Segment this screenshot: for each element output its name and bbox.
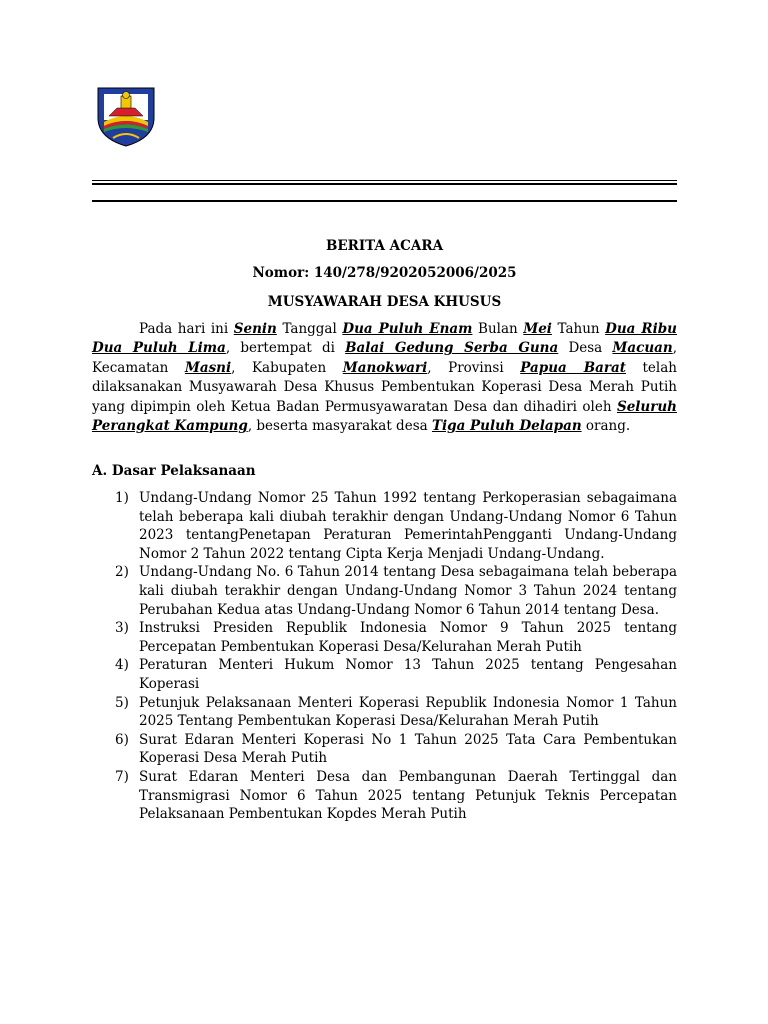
header-rule-top bbox=[92, 180, 677, 181]
regency-name: Manokwari bbox=[342, 359, 428, 376]
attendee-count: Tiga Puluh Delapan bbox=[431, 418, 582, 435]
opening-paragraph bbox=[92, 320, 677, 436]
list-item bbox=[92, 563, 677, 619]
item-number: 3) bbox=[115, 620, 129, 637]
list-item bbox=[92, 656, 677, 693]
item-text: Surat Edaran Menteri Desa dan Pembangunan Daerah Tertinggal dan Transmigrasi Nomor 6 Tahun 2025 tentang Petunjuk Teknis Percepatan Pelaksanaan Pembentukan Kopdes Merah Putih bbox=[139, 768, 677, 823]
item-text: Petunjuk Pelaksanaan Menteri Koperasi Republik Indonesia Nomor 1 Tahun 2025 Tentang Pembentukan Koperasi Desa/Kelurahan Merah Putih bbox=[139, 694, 677, 730]
meeting-day: Senin bbox=[233, 321, 277, 337]
item-number: 2) bbox=[115, 564, 129, 581]
district-name: Masni bbox=[184, 359, 232, 376]
text-run: Tahun bbox=[551, 321, 606, 337]
item-number: 7) bbox=[115, 768, 129, 785]
item-text: Undang-Undang Nomor 25 Tahun 1992 tentang Perkoperasian sebagaimana telah beberapa kali diubah terakhir dengan Undang-Undang Nomor 6 Tahun 2023 tentangPenetapan Peraturan PemerintahPengganti Undang-Undang Nomor 2 Tahun 2022 tentang Cipta Kerja Menjadi Undang-Undang. bbox=[139, 490, 677, 562]
meeting-year: Dua Ribu Dua Puluh Lima bbox=[92, 321, 678, 357]
document-title: BERITA ACARA bbox=[325, 238, 444, 254]
list-item bbox=[92, 619, 677, 656]
regional-emblem-icon bbox=[95, 86, 157, 148]
list-item bbox=[92, 768, 677, 824]
section-heading: A. Dasar Pelaksanaan bbox=[92, 463, 256, 479]
item-number: 1) bbox=[115, 490, 129, 506]
text-run: telah dilaksanakan Musyawarah Desa Khusus Pembentukan Koperasi Desa Merah Putih yang dipimpin oleh Ketua Badan Permusyawaratan Desa dan dihadiri oleh bbox=[92, 359, 677, 415]
list-item bbox=[92, 731, 677, 768]
text-run: , Provinsi bbox=[427, 359, 521, 376]
text-run: , bertempat di bbox=[225, 340, 346, 357]
item-number: 4) bbox=[115, 657, 129, 674]
attendees: Seluruh Perangkat Kampung bbox=[92, 398, 677, 435]
text-run: Tanggal bbox=[276, 321, 343, 337]
item-number: 6) bbox=[115, 731, 129, 748]
item-text: Instruksi Presiden Republik Indonesia Nomor 9 Tahun 2025 tentang Percepatan Pembentukan Koperasi Desa/Kelurahan Merah Putih bbox=[139, 620, 677, 655]
legal-basis-list bbox=[92, 489, 677, 824]
document-number: Nomor: 140/278/9202052006/2025 bbox=[252, 265, 517, 281]
text-run: orang. bbox=[581, 418, 631, 435]
header-rule-bottom bbox=[92, 200, 677, 202]
list-item bbox=[92, 694, 677, 731]
meeting-month: Mei bbox=[523, 321, 552, 337]
meeting-place: Balai Gedung Serba Guna bbox=[345, 340, 559, 357]
item-text: Undang-Undang No. 6 Tahun 2014 tentang Desa sebagaimana telah beberapa kali diubah terakhir dengan Undang-Undang Nomor 3 Tahun 2024 tentang Perubahan Kedua atas Undang-Undang Nomor 6 Tahun 2014 tentang Desa. bbox=[139, 564, 677, 618]
text-run: , beserta masyarakat desa bbox=[247, 418, 432, 435]
province-name: Papua Barat bbox=[520, 359, 626, 376]
text-run: Desa bbox=[558, 340, 613, 357]
item-number: 5) bbox=[115, 694, 129, 711]
text-run: Bulan bbox=[472, 321, 524, 337]
text-run: , Kabupaten bbox=[231, 359, 343, 376]
list-item bbox=[92, 489, 677, 563]
text-run: , Kecamatan bbox=[92, 340, 678, 376]
text-run: Pada hari ini bbox=[139, 321, 234, 337]
document-subtitle: MUSYAWARAH DESA KHUSUS bbox=[267, 294, 502, 310]
header-rule-middle bbox=[92, 183, 677, 185]
item-text: Surat Edaran Menteri Koperasi No 1 Tahun 2025 Tata Cara Pembentukan Koperasi Desa Merah Putih bbox=[139, 731, 677, 767]
village-name: Macuan bbox=[612, 340, 673, 357]
meeting-date: Dua Puluh Enam bbox=[342, 321, 473, 337]
item-text: Peraturan Menteri Hukum Nomor 13 Tahun 2025 tentang Pengesahan Koperasi bbox=[139, 657, 677, 692]
